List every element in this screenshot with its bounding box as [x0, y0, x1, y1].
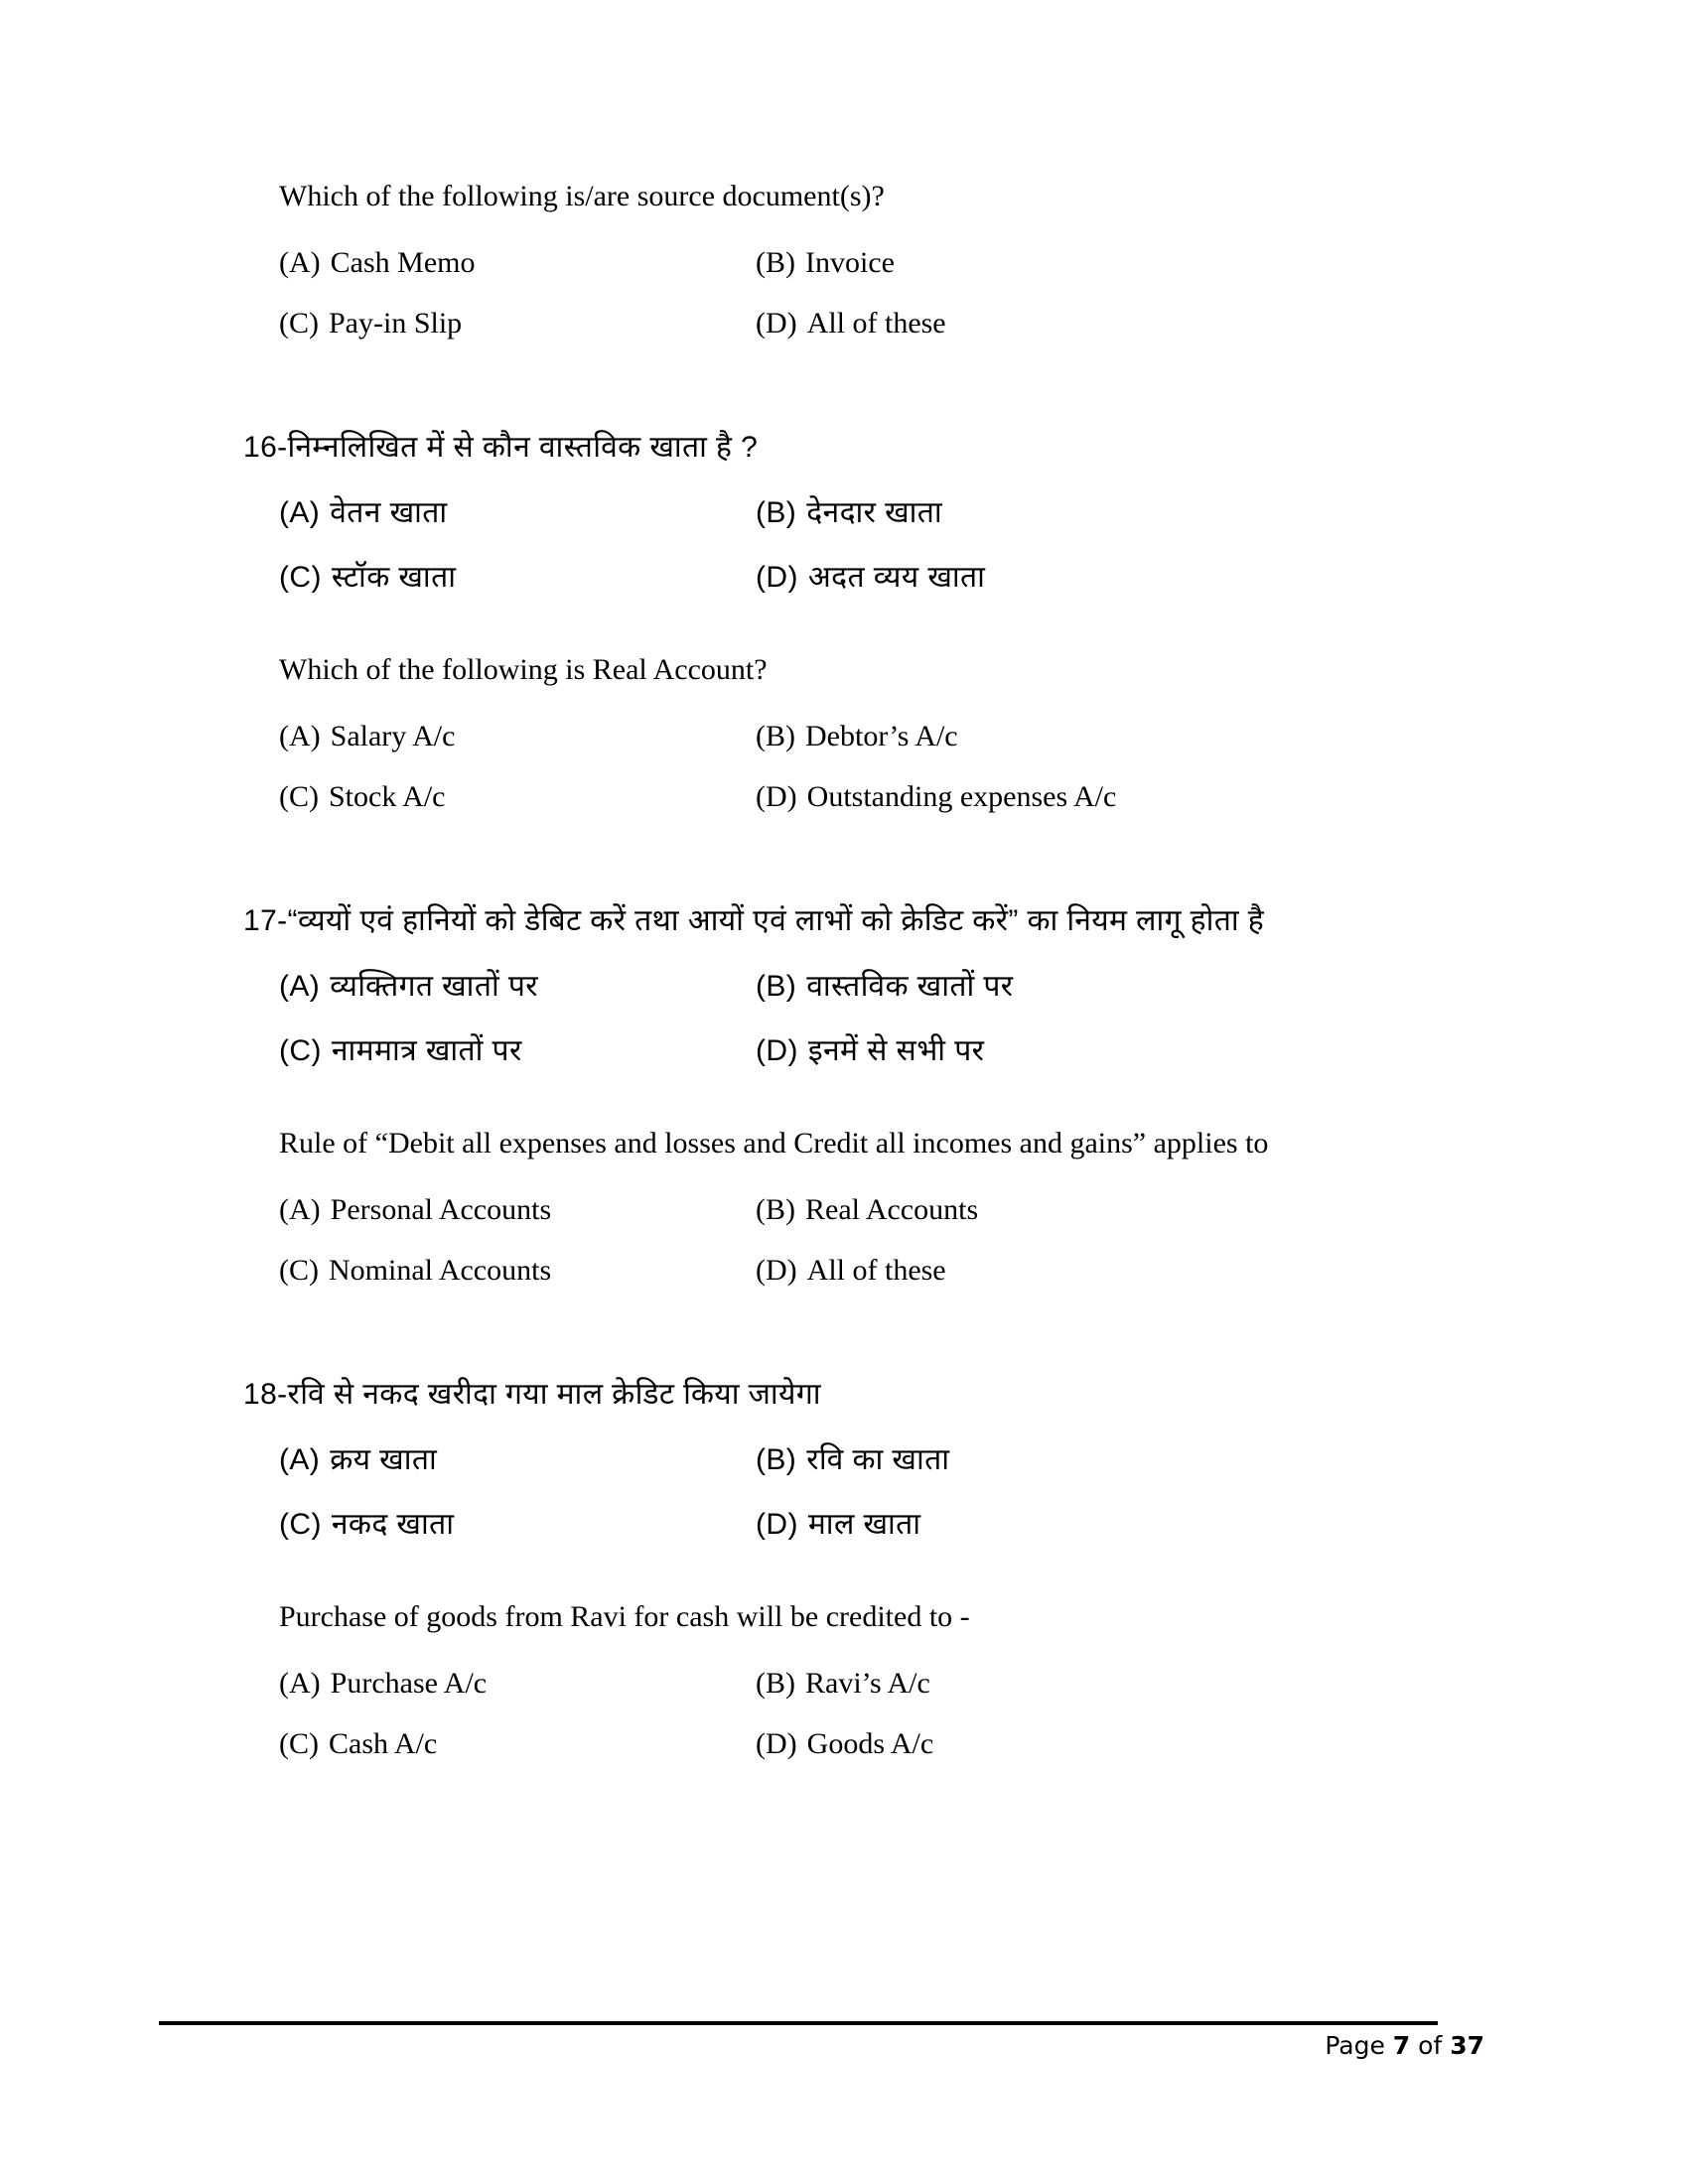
- option-d[interactable]: [756, 1031, 1455, 1070]
- option-label: (D): [756, 1508, 798, 1541]
- option-b[interactable]: [756, 1190, 1455, 1229]
- option-c[interactable]: [279, 1505, 756, 1544]
- option-text: Stock A/c: [329, 779, 446, 813]
- option-row: [279, 243, 1455, 282]
- option-label: (C): [279, 1253, 319, 1287]
- option-text: क्रय खाता: [330, 1443, 438, 1476]
- option-label: (C): [279, 1508, 322, 1541]
- option-label: (D): [756, 306, 797, 340]
- option-text: माल खाता: [807, 1508, 921, 1541]
- option-label: (B): [756, 245, 795, 279]
- question-stem-english-18: Purchase of goods from Ravi for cash will be credited to -: [279, 1600, 970, 1633]
- option-text: Cash Memo: [330, 245, 476, 279]
- option-label: (B): [756, 719, 795, 752]
- spacer: [243, 342, 1455, 428]
- option-b[interactable]: [756, 1664, 1455, 1703]
- option-row: [279, 1190, 1455, 1229]
- option-b[interactable]: [756, 967, 1455, 1006]
- option-label: (C): [279, 1726, 319, 1760]
- option-b[interactable]: [756, 717, 1455, 755]
- footer-total-pages: 37: [1450, 2031, 1484, 2060]
- option-text: देनदार खाता: [806, 496, 943, 529]
- option-group-hindi-17: [279, 967, 1455, 1070]
- option-row: [279, 304, 1455, 342]
- option-label: (A): [279, 496, 321, 529]
- option-row: [279, 1440, 1455, 1479]
- question-list: [243, 177, 1455, 1763]
- option-c[interactable]: [279, 558, 756, 597]
- option-label: (D): [756, 779, 797, 813]
- spacer: [243, 1290, 1455, 1375]
- option-group-english-17: [279, 1190, 1455, 1290]
- option-row: [279, 777, 1455, 816]
- option-a[interactable]: [279, 243, 756, 282]
- option-text: नाममात्र खातों पर: [331, 1034, 522, 1067]
- option-a[interactable]: [279, 717, 756, 755]
- footer-divider: [159, 2021, 1438, 2025]
- option-text: रवि का खाता: [806, 1443, 950, 1476]
- question-stem-english-17: Rule of “Debit all expenses and losses and Credit all incomes and gains” applies to: [279, 1127, 1269, 1160]
- option-label: (B): [756, 1666, 795, 1700]
- option-label: (C): [279, 561, 322, 594]
- option-group-hindi-18: [279, 1440, 1455, 1544]
- option-text: Invoice: [805, 245, 895, 279]
- option-text: Outstanding expenses A/c: [806, 779, 1117, 813]
- option-text: इनमें से सभी पर: [807, 1034, 985, 1067]
- option-label: (A): [279, 1666, 321, 1700]
- option-text: Real Accounts: [805, 1192, 979, 1226]
- option-d[interactable]: [756, 304, 1455, 342]
- option-b[interactable]: [756, 1440, 1455, 1479]
- option-a[interactable]: [279, 1440, 756, 1479]
- question-block-17: [243, 901, 1455, 1290]
- option-label: (B): [756, 1443, 797, 1476]
- option-row: [279, 493, 1455, 532]
- option-label: (D): [756, 1253, 797, 1287]
- option-row: [279, 1505, 1455, 1544]
- option-group-english-16: [279, 717, 1455, 816]
- option-label: (B): [756, 970, 797, 1003]
- option-label: (D): [756, 561, 798, 594]
- option-c[interactable]: [279, 1031, 756, 1070]
- spacer: [243, 816, 1455, 901]
- question-stem-hindi-17: 17-“व्ययों एवं हानियों को डेबिट करें तथा आयों एवं लाभों को क्रेडिट करें” का नियम लागू होता है: [243, 903, 1265, 937]
- option-c[interactable]: [279, 1724, 756, 1763]
- option-text: Pay-in Slip: [329, 306, 463, 340]
- option-label: (A): [279, 245, 321, 279]
- option-row: [279, 1251, 1455, 1290]
- option-label: (B): [756, 496, 797, 529]
- option-label: (D): [756, 1034, 798, 1067]
- option-text: व्यक्तिगत खातों पर: [330, 970, 538, 1003]
- option-label: (A): [279, 1192, 321, 1226]
- option-label: (B): [756, 1192, 795, 1226]
- option-text: नकद खाता: [331, 1508, 455, 1541]
- option-d[interactable]: [756, 1724, 1455, 1763]
- option-d[interactable]: [756, 1505, 1455, 1544]
- option-label: (C): [279, 1034, 322, 1067]
- option-text: Personal Accounts: [330, 1192, 552, 1226]
- option-text: Goods A/c: [806, 1726, 934, 1760]
- question-stem-hindi-16: 16-निम्नलिखित में से कौन वास्तविक खाता है ?: [243, 430, 759, 464]
- option-a[interactable]: [279, 1190, 756, 1229]
- option-row: [279, 717, 1455, 755]
- spacer: [243, 622, 1455, 650]
- option-group-english: [279, 243, 1455, 342]
- option-text: स्टॉक खाता: [331, 561, 457, 594]
- option-label: (A): [279, 1443, 321, 1476]
- option-c[interactable]: [279, 777, 756, 816]
- option-c[interactable]: [279, 1251, 756, 1290]
- option-a[interactable]: [279, 1664, 756, 1703]
- question-stem-english-16: Which of the following is Real Account?: [279, 653, 768, 686]
- question-stem-hindi-18: 18-रवि से नकद खरीदा गया माल क्रेडिट किया जायेगा: [243, 1377, 821, 1411]
- option-row: [279, 967, 1455, 1006]
- question-block-source-document: [243, 177, 1455, 342]
- option-d[interactable]: [756, 558, 1455, 597]
- page-number-footer: [1325, 2031, 1484, 2060]
- option-row: [279, 558, 1455, 597]
- footer-current-page: 7: [1392, 2031, 1411, 2060]
- option-text: Cash A/c: [329, 1726, 438, 1760]
- option-text: वेतन खाता: [330, 496, 448, 529]
- option-group-english-18: [279, 1664, 1455, 1763]
- option-text: वास्तविक खातों पर: [806, 970, 1014, 1003]
- option-label: (C): [279, 779, 319, 813]
- spacer: [243, 1096, 1455, 1124]
- footer-prefix: Page: [1325, 2031, 1393, 2060]
- option-a[interactable]: [279, 967, 756, 1006]
- option-text: Debtor’s A/c: [805, 719, 958, 752]
- option-label: (C): [279, 306, 319, 340]
- option-row: [279, 1664, 1455, 1703]
- option-row: [279, 1724, 1455, 1763]
- option-b[interactable]: [756, 493, 1455, 532]
- option-d[interactable]: [756, 777, 1455, 816]
- option-d[interactable]: [756, 1251, 1455, 1290]
- spacer: [243, 1570, 1455, 1597]
- option-label: (A): [279, 719, 321, 752]
- option-a[interactable]: [279, 493, 756, 532]
- option-label: (A): [279, 970, 321, 1003]
- question-block-18: [243, 1375, 1455, 1763]
- option-b[interactable]: [756, 243, 1455, 282]
- option-text: Ravi’s A/c: [805, 1666, 930, 1700]
- option-text: All of these: [806, 1253, 946, 1287]
- option-text: अदत व्यय खाता: [807, 561, 986, 594]
- option-text: Nominal Accounts: [329, 1253, 552, 1287]
- option-group-hindi-16: [279, 493, 1455, 597]
- option-text: Purchase A/c: [330, 1666, 488, 1700]
- option-c[interactable]: [279, 304, 756, 342]
- option-label: (D): [756, 1726, 797, 1760]
- question-block-16: [243, 428, 1455, 816]
- question-stem-english: Which of the following is/are source document(s)?: [279, 180, 885, 212]
- option-row: [279, 1031, 1455, 1070]
- option-text: All of these: [806, 306, 946, 340]
- footer-middle: of: [1410, 2031, 1451, 2060]
- option-text: Salary A/c: [330, 719, 456, 752]
